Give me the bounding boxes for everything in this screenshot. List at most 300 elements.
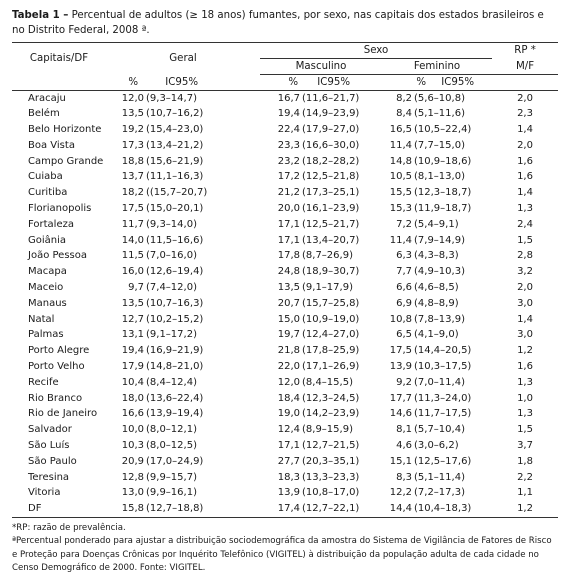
header-fem-pct: %	[416, 76, 426, 88]
row-masculino	[260, 201, 382, 217]
row-geral	[106, 264, 260, 280]
masc-ic: (17,3–25,1)	[302, 187, 360, 199]
geral-pct: 16,0	[121, 266, 144, 278]
table-header	[12, 43, 558, 91]
capital-name: Macapa	[28, 266, 67, 278]
rp-value: 1,2	[517, 503, 533, 515]
geral-pct: 16,6	[121, 408, 144, 420]
row-capital	[12, 185, 106, 201]
fem-ic: (10,5–22,4)	[414, 124, 472, 136]
row-masculino	[260, 248, 382, 264]
geral-ic: (10,2–15,2)	[146, 313, 204, 325]
fem-pct: 9,2	[396, 376, 412, 388]
fem-pct: 12,2	[389, 487, 412, 499]
masc-ic: (14,9–23,9)	[302, 108, 360, 120]
rp-value: 1,3	[517, 376, 533, 388]
row-feminino	[382, 296, 492, 312]
geral-ic: (11,1–16,3)	[146, 171, 204, 183]
masc-ic: (13,4–20,7)	[302, 234, 360, 246]
table-row	[12, 312, 558, 328]
masc-pct: 15,0	[277, 313, 300, 325]
masc-ic: (9,1–17,9)	[302, 282, 353, 294]
masc-ic: (16,1–23,9)	[302, 203, 360, 215]
row-masculino	[260, 375, 382, 391]
table-row	[12, 233, 558, 249]
row-capital	[12, 375, 106, 391]
row-capital	[12, 485, 106, 501]
row-rp	[492, 375, 558, 391]
fem-pct: 13,9	[389, 361, 412, 373]
row-geral	[106, 470, 260, 486]
row-capital	[12, 391, 106, 407]
masc-ic: (12,7–22,1)	[302, 503, 360, 515]
masc-pct: 18,3	[277, 471, 300, 483]
row-rp	[492, 422, 558, 438]
table-row	[12, 343, 558, 359]
table-notes	[12, 522, 558, 576]
geral-pct: 10,3	[121, 440, 144, 452]
geral-ic: (13,4–21,2)	[146, 139, 204, 151]
fem-pct: 8,3	[396, 471, 412, 483]
masc-pct: 12,0	[277, 376, 300, 388]
fem-ic: (5,1–11,6)	[414, 108, 465, 120]
fem-pct: 11,4	[389, 139, 412, 151]
rp-value: 2,4	[517, 218, 533, 230]
fem-pct: 14,4	[389, 503, 412, 515]
row-geral	[106, 327, 260, 343]
geral-ic: (10,7–16,2)	[146, 108, 204, 120]
row-masculino	[260, 138, 382, 154]
masc-pct: 21,2	[277, 187, 300, 199]
row-capital	[12, 169, 106, 185]
table-row	[12, 201, 558, 217]
row-rp	[492, 406, 558, 422]
capital-name: Palmas	[28, 329, 64, 341]
geral-ic: (9,9–15,7)	[146, 471, 197, 483]
rp-value: 3,0	[517, 297, 533, 309]
row-geral	[106, 169, 260, 185]
fem-pct: 15,5	[389, 187, 412, 199]
geral-ic: (10,7–16,3)	[146, 297, 204, 309]
rp-value: 1,5	[517, 234, 533, 246]
geral-ic: (12,7–18,8)	[146, 503, 204, 515]
row-capital	[12, 327, 106, 343]
table-row	[12, 106, 558, 122]
table-row	[12, 406, 558, 422]
row-feminino	[382, 264, 492, 280]
geral-pct: 9,7	[128, 282, 144, 294]
geral-pct: 17,9	[121, 361, 144, 373]
row-capital	[12, 217, 106, 233]
note-weighting: ªPercentual ponderado para ajustar a distribuição sociodemográfica da amostra do Sistema de Vigilância de Fatores de Risco e Proteção para Doenças Crônicas por Inquérito Telefônico (VIGITEL) à distribuição da população adulta de cada cidade no Censo Demográfico de 2000. Fonte: VIGITEL.	[12, 536, 552, 574]
row-geral	[106, 185, 260, 201]
geral-ic: (9,9–16,1)	[146, 487, 197, 499]
capital-name: Fortaleza	[28, 218, 74, 230]
table-row	[12, 248, 558, 264]
fem-ic: (7,8–13,9)	[414, 313, 465, 325]
row-feminino	[382, 169, 492, 185]
header-spacer	[12, 75, 106, 91]
row-feminino	[382, 406, 492, 422]
row-feminino	[382, 201, 492, 217]
row-feminino	[382, 138, 492, 154]
table-caption-text: Percentual de adultos (≥ 18 anos) fumantes, por sexo, nas capitais dos estados brasileiros e no Distrito Federal, 2008 ª.	[12, 10, 544, 36]
header-rp-spacer	[492, 75, 558, 91]
row-geral	[106, 359, 260, 375]
row-capital	[12, 296, 106, 312]
row-feminino	[382, 454, 492, 470]
capital-name: Teresina	[28, 471, 70, 483]
row-geral	[106, 391, 260, 407]
row-geral	[106, 312, 260, 328]
geral-pct: 17,5	[121, 203, 144, 215]
geral-ic: (14,8–21,0)	[146, 361, 204, 373]
geral-pct: 17,3	[121, 139, 144, 151]
smokers-table	[12, 42, 558, 518]
masc-ic: (8,4–15,5)	[302, 376, 353, 388]
masc-ic: (10,9–19,0)	[302, 313, 360, 325]
row-feminino	[382, 470, 492, 486]
row-geral	[106, 406, 260, 422]
geral-ic: (15,0–20,1)	[146, 203, 204, 215]
table-row	[12, 185, 558, 201]
fem-pct: 15,3	[389, 203, 412, 215]
fem-ic: (7,0–11,4)	[414, 376, 465, 388]
masc-ic: (12,5–21,8)	[302, 171, 360, 183]
geral-pct: 13,1	[121, 329, 144, 341]
geral-pct: 18,2	[121, 187, 144, 199]
row-feminino	[382, 327, 492, 343]
geral-pct: 19,4	[121, 345, 144, 357]
row-rp	[492, 359, 558, 375]
row-rp	[492, 454, 558, 470]
row-feminino	[382, 217, 492, 233]
fem-ic: (5,4–9,1)	[414, 218, 459, 230]
row-feminino	[382, 312, 492, 328]
header-sexo: Sexo	[260, 43, 492, 59]
row-rp	[492, 296, 558, 312]
fem-pct: 16,5	[389, 124, 412, 136]
table-row	[12, 422, 558, 438]
rp-value: 1,6	[517, 155, 533, 167]
row-feminino	[382, 106, 492, 122]
fem-pct: 6,3	[396, 250, 412, 262]
rp-value: 1,4	[517, 124, 533, 136]
masc-pct: 18,4	[277, 392, 300, 404]
geral-pct: 12,8	[121, 471, 144, 483]
geral-ic: (9,3–14,0)	[146, 218, 197, 230]
fem-pct: 11,4	[389, 234, 412, 246]
capital-name: Rio Branco	[28, 392, 83, 404]
fem-pct: 17,5	[389, 345, 412, 357]
row-geral	[106, 375, 260, 391]
fem-ic: (4,6–8,5)	[414, 282, 459, 294]
geral-ic: ((15,7–20,7)	[146, 187, 208, 199]
masc-pct: 17,1	[277, 234, 300, 246]
rp-value: 1,6	[517, 361, 533, 373]
row-feminino	[382, 375, 492, 391]
row-geral	[106, 138, 260, 154]
table-row	[12, 470, 558, 486]
capital-name: São Luís	[28, 440, 70, 452]
row-rp	[492, 154, 558, 170]
capital-name: Curitiba	[28, 187, 68, 199]
geral-ic: (8,4–12,4)	[146, 376, 197, 388]
header-fem-ic: IC95%	[441, 76, 475, 88]
row-feminino	[382, 391, 492, 407]
table-row	[12, 327, 558, 343]
row-capital	[12, 406, 106, 422]
masc-pct: 19,0	[277, 408, 300, 420]
row-capital	[12, 501, 106, 517]
row-feminino	[382, 248, 492, 264]
masc-ic: (8,9–15,9)	[302, 424, 353, 436]
table-row	[12, 485, 558, 501]
fem-pct: 10,8	[389, 313, 412, 325]
header-capitais: Capitais/DF	[12, 43, 106, 75]
fem-pct: 17,7	[389, 392, 412, 404]
fem-pct: 6,9	[396, 297, 412, 309]
masc-ic: (17,1–26,9)	[302, 361, 360, 373]
rp-value: 1,0	[517, 392, 533, 404]
masc-pct: 21,8	[277, 345, 300, 357]
fem-ic: (4,9–10,3)	[414, 266, 465, 278]
masc-ic: (17,8–25,9)	[302, 345, 360, 357]
rp-value: 3,0	[517, 329, 533, 341]
fem-pct: 6,6	[396, 282, 412, 294]
fem-pct: 8,2	[396, 92, 412, 104]
masc-ic: (15,7–25,8)	[302, 297, 360, 309]
masc-pct: 13,9	[277, 487, 300, 499]
row-rp	[492, 438, 558, 454]
header-masc-ic: IC95%	[317, 76, 351, 88]
row-rp	[492, 233, 558, 249]
row-masculino	[260, 501, 382, 517]
row-geral	[106, 438, 260, 454]
geral-ic: (13,9–19,4)	[146, 408, 204, 420]
masc-ic: (12,7–21,5)	[302, 440, 360, 452]
row-capital	[12, 122, 106, 138]
rp-value: 2,0	[517, 92, 533, 104]
fem-pct: 4,6	[396, 440, 412, 452]
row-masculino	[260, 343, 382, 359]
geral-ic: (8,0–12,5)	[146, 440, 197, 452]
row-feminino	[382, 122, 492, 138]
row-feminino	[382, 359, 492, 375]
row-geral	[106, 201, 260, 217]
row-geral	[106, 248, 260, 264]
row-capital	[12, 470, 106, 486]
table-row	[12, 501, 558, 517]
row-capital	[12, 248, 106, 264]
row-capital	[12, 264, 106, 280]
masc-pct: 16,7	[277, 92, 300, 104]
table-row	[12, 90, 558, 106]
rp-value: 2,0	[517, 282, 533, 294]
masc-ic: (10,8–17,0)	[302, 487, 360, 499]
row-rp	[492, 106, 558, 122]
row-masculino	[260, 296, 382, 312]
capital-name: Maceio	[28, 282, 64, 294]
rp-value: 1,5	[517, 424, 533, 436]
row-rp	[492, 343, 558, 359]
geral-ic: (12,6–19,4)	[146, 266, 204, 278]
masc-ic: (12,3–24,5)	[302, 392, 360, 404]
header-geral: Geral	[106, 43, 260, 75]
masc-ic: (18,2–28,2)	[302, 155, 360, 167]
table-row	[12, 359, 558, 375]
masc-pct: 22,4	[277, 124, 300, 136]
capital-name: Porto Velho	[28, 361, 85, 373]
geral-pct: 11,7	[121, 218, 144, 230]
table-row	[12, 280, 558, 296]
geral-pct: 12,0	[121, 92, 144, 104]
geral-pct: 15,8	[121, 503, 144, 515]
fem-ic: (8,1–13,0)	[414, 171, 465, 183]
geral-pct: 13,0	[121, 487, 144, 499]
masc-pct: 12,4	[277, 424, 300, 436]
table-caption	[12, 8, 558, 38]
rp-value: 1,4	[517, 313, 533, 325]
fem-ic: (12,5–17,6)	[414, 455, 472, 467]
row-rp	[492, 485, 558, 501]
row-feminino	[382, 343, 492, 359]
rp-value: 1,1	[517, 487, 533, 499]
fem-ic: (5,7–10,4)	[414, 424, 465, 436]
fem-pct: 14,8	[389, 155, 412, 167]
geral-pct: 19,2	[121, 124, 144, 136]
capital-name: Salvador	[28, 424, 72, 436]
row-feminino	[382, 154, 492, 170]
geral-pct: 14,0	[121, 234, 144, 246]
fem-ic: (4,1–9,0)	[414, 329, 459, 341]
capital-name: Campo Grande	[28, 155, 104, 167]
row-masculino	[260, 217, 382, 233]
table-row	[12, 375, 558, 391]
fem-ic: (10,9–18,6)	[414, 155, 472, 167]
geral-ic: (9,3–14,7)	[146, 92, 197, 104]
geral-pct: 18,8	[121, 155, 144, 167]
rp-value: 1,3	[517, 408, 533, 420]
row-masculino	[260, 485, 382, 501]
masc-pct: 17,8	[277, 250, 300, 262]
fem-pct: 6,5	[396, 329, 412, 341]
table-row	[12, 122, 558, 138]
row-geral	[106, 296, 260, 312]
rp-value: 1,2	[517, 345, 533, 357]
row-capital	[12, 280, 106, 296]
masc-pct: 19,4	[277, 108, 300, 120]
fem-ic: (7,9–14,9)	[414, 234, 465, 246]
geral-pct: 20,9	[121, 455, 144, 467]
capital-name: Florianopolis	[28, 203, 92, 215]
masc-pct: 19,7	[277, 329, 300, 341]
fem-pct: 8,1	[396, 424, 412, 436]
capital-name: Boa Vista	[28, 139, 75, 151]
geral-pct: 18,0	[121, 392, 144, 404]
geral-pct: 10,4	[121, 376, 144, 388]
row-geral	[106, 154, 260, 170]
fem-ic: (11,9–18,7)	[414, 203, 472, 215]
masc-pct: 22,0	[277, 361, 300, 373]
rp-value: 3,7	[517, 440, 533, 452]
fem-ic: (5,1–11,4)	[414, 471, 465, 483]
row-rp	[492, 185, 558, 201]
row-masculino	[260, 185, 382, 201]
row-rp	[492, 90, 558, 106]
masc-ic: (13,3–23,3)	[302, 471, 360, 483]
masc-pct: 17,1	[277, 440, 300, 452]
fem-ic: (11,7–17,5)	[414, 408, 472, 420]
table-row	[12, 264, 558, 280]
masc-pct: 23,2	[277, 155, 300, 167]
geral-ic: (9,1–17,2)	[146, 329, 197, 341]
row-masculino	[260, 312, 382, 328]
fem-ic: (4,3–8,3)	[414, 250, 459, 262]
geral-ic: (15,6–21,9)	[146, 155, 204, 167]
row-rp	[492, 470, 558, 486]
fem-pct: 10,5	[389, 171, 412, 183]
geral-ic: (7,4–12,0)	[146, 282, 197, 294]
fem-ic: (14,4–20,5)	[414, 345, 472, 357]
table-caption-label: Tabela 1 –	[12, 10, 69, 21]
row-masculino	[260, 90, 382, 106]
capital-name: Aracaju	[28, 92, 66, 104]
capital-name: Porto Alegre	[28, 345, 90, 357]
row-capital	[12, 90, 106, 106]
masc-ic: (18,9–30,7)	[302, 266, 360, 278]
header-geral-ic: IC95%	[165, 76, 199, 88]
masc-pct: 24,8	[277, 266, 300, 278]
capital-name: Belém	[28, 108, 60, 120]
fem-pct: 15,1	[389, 455, 412, 467]
capital-name: Cuiaba	[28, 171, 63, 183]
geral-ic: (7,0–16,0)	[146, 250, 197, 262]
row-rp	[492, 327, 558, 343]
capital-name: Rio de Janeiro	[28, 408, 98, 420]
geral-ic: (8,0–12,1)	[146, 424, 197, 436]
row-masculino	[260, 264, 382, 280]
row-rp	[492, 280, 558, 296]
rp-value: 1,4	[517, 187, 533, 199]
capital-name: Natal	[28, 313, 55, 325]
masc-ic: (16,6–30,0)	[302, 139, 360, 151]
row-rp	[492, 312, 558, 328]
table-row	[12, 391, 558, 407]
row-capital	[12, 106, 106, 122]
row-masculino	[260, 359, 382, 375]
geral-ic: (17,0–24,9)	[146, 455, 204, 467]
table-row	[12, 454, 558, 470]
header-geral-pct: %	[128, 76, 138, 88]
masc-pct: 27,7	[277, 455, 300, 467]
row-masculino	[260, 327, 382, 343]
geral-ic: (16,9–21,9)	[146, 345, 204, 357]
fem-ic: (3,0–6,2)	[414, 440, 459, 452]
fem-ic: (11,3–24,0)	[414, 392, 472, 404]
row-masculino	[260, 280, 382, 296]
rp-value: 2,8	[517, 250, 533, 262]
table-row	[12, 138, 558, 154]
geral-pct: 12,7	[121, 313, 144, 325]
masc-pct: 17,1	[277, 218, 300, 230]
table-row	[12, 217, 558, 233]
row-feminino	[382, 438, 492, 454]
row-feminino	[382, 422, 492, 438]
masc-ic: (17,9–27,0)	[302, 124, 360, 136]
geral-pct: 13,5	[121, 108, 144, 120]
row-masculino	[260, 470, 382, 486]
